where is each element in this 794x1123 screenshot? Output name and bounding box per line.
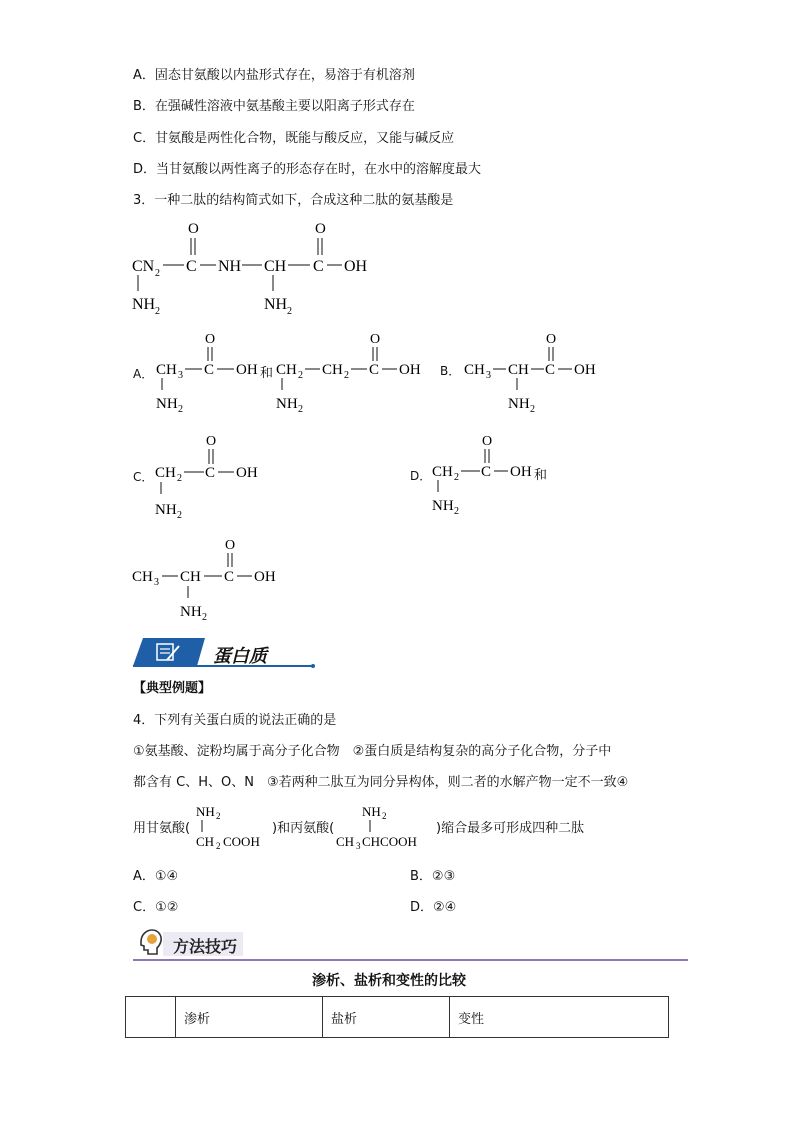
svg-text:2: 2	[216, 841, 221, 851]
svg-text:O: O	[370, 332, 381, 347]
svg-text:CH: CH	[276, 362, 297, 378]
q2-option-c: C．甘氨酸是两性化合物，既能与酸反应，又能与碱反应	[133, 131, 455, 146]
example-heading: 【典型例题】	[133, 681, 212, 696]
section-title: 蛋白质	[213, 646, 267, 667]
method-title: 方法技巧	[173, 937, 238, 956]
svg-text:CH: CH	[132, 569, 153, 585]
comparison-table	[125, 996, 669, 1038]
svg-text:C: C	[205, 465, 216, 481]
svg-text:C: C	[186, 258, 197, 275]
svg-text:CH: CH	[196, 834, 215, 849]
svg-text:OH: OH	[574, 362, 596, 378]
svg-text:2: 2	[177, 510, 182, 521]
svg-text:C: C	[204, 362, 215, 378]
svg-text:2: 2	[178, 404, 183, 415]
svg-text:2: 2	[287, 306, 292, 315]
q3-label-c: C．	[133, 470, 154, 484]
svg-text:CH: CH	[155, 465, 176, 481]
svg-text:2: 2	[298, 404, 303, 415]
table-header-cell: 盐析	[323, 997, 450, 1038]
svg-text:C: C	[313, 258, 324, 275]
svg-text:O: O	[482, 434, 493, 449]
alanine-formula	[334, 802, 434, 852]
q2-option-d: D．当甘氨酸以两性离子的形态存在时，在水中的溶解度最大	[133, 162, 482, 177]
q3-option-c-structure	[150, 430, 280, 525]
svg-text:NH: NH	[132, 296, 156, 313]
q3-option-d-and: 和	[534, 468, 548, 483]
svg-text:NH: NH	[196, 804, 215, 819]
svg-text:NH: NH	[362, 804, 381, 819]
q3-stem: 3．一种二肽的结构简式如下，合成这种二肽的氨基酸是	[133, 193, 454, 208]
svg-text:CH: CH	[180, 569, 201, 585]
table-header-cell: 变性	[450, 997, 669, 1038]
q4-option-c: C．①②	[133, 900, 179, 915]
q3-label-a: A．	[133, 367, 154, 381]
svg-text:CH: CH	[336, 834, 355, 849]
svg-text:OH: OH	[236, 465, 258, 481]
svg-text:2: 2	[155, 306, 160, 315]
q4-stem: 4．下列有关蛋白质的说法正确的是	[133, 713, 337, 728]
svg-text:C: C	[369, 362, 380, 378]
svg-text:NH: NH	[432, 498, 454, 514]
svg-text:O: O	[315, 221, 326, 237]
q4-line-3a: 用甘氨酸(	[133, 821, 191, 836]
svg-text:O: O	[205, 332, 216, 347]
svg-text:2: 2	[216, 811, 221, 821]
q4-option-d: D．②④	[410, 900, 457, 915]
q4-line-2: 都含有 C、H、O、N ③若两种二肽互为同分异构体，则二者的水解产物一定不一致④	[133, 775, 629, 790]
svg-text:NH: NH	[180, 604, 202, 620]
svg-text:2: 2	[177, 473, 182, 484]
q4-option-a: A．①④	[133, 869, 179, 884]
q2-option-a: A．固态甘氨酸以内盐形式存在，易溶于有机溶剂	[133, 68, 415, 83]
q4-line-3c: )缩合最多可形成四种二肽	[436, 821, 585, 836]
svg-text:OH: OH	[510, 464, 532, 480]
svg-text:NH: NH	[276, 396, 298, 412]
q3-option-d-structure	[428, 430, 548, 525]
svg-text:COOH: COOH	[223, 834, 260, 849]
svg-text:CH: CH	[264, 258, 287, 275]
svg-text:3: 3	[154, 577, 159, 588]
method-banner	[133, 926, 688, 962]
svg-text:CH: CH	[508, 362, 529, 378]
svg-text:NH: NH	[156, 396, 178, 412]
dipeptide-structure	[130, 215, 390, 315]
svg-text:CHCOOH: CHCOOH	[362, 834, 417, 849]
svg-text:2: 2	[454, 506, 459, 517]
svg-text:2: 2	[530, 404, 535, 415]
table-header-row	[126, 997, 669, 1038]
q3-option-a-and: 和	[260, 366, 274, 381]
q4-option-b: B．②③	[410, 869, 456, 884]
svg-text:O: O	[206, 434, 217, 449]
svg-text:3: 3	[356, 841, 361, 851]
svg-text:CH: CH	[464, 362, 485, 378]
svg-text:3: 3	[178, 370, 183, 381]
svg-text:NH: NH	[264, 296, 288, 313]
svg-text:O: O	[225, 538, 236, 553]
svg-text:C: C	[545, 362, 556, 378]
brain-icon	[137, 928, 163, 956]
svg-text:2: 2	[155, 268, 160, 279]
q3-option-b-structure	[460, 328, 610, 418]
q3-option-a-structures	[150, 328, 440, 418]
svg-text:OH: OH	[399, 362, 421, 378]
q2-option-b: B．在强碱性溶液中氨基酸主要以阳离子形式存在	[133, 99, 415, 114]
svg-text:OH: OH	[344, 258, 368, 275]
glycine-formula	[192, 802, 267, 852]
svg-text:OH: OH	[236, 362, 258, 378]
svg-text:3: 3	[486, 370, 491, 381]
svg-text:2: 2	[298, 370, 303, 381]
svg-text:2: 2	[202, 612, 207, 623]
svg-text:O: O	[188, 221, 199, 237]
svg-text:OH: OH	[254, 569, 276, 585]
table-header-cell: 渗析	[176, 997, 323, 1038]
svg-text:CN: CN	[132, 258, 155, 275]
q3-label-b: B．	[440, 364, 461, 378]
svg-text:C: C	[224, 569, 235, 585]
svg-text:NH: NH	[218, 258, 242, 275]
svg-text:2: 2	[454, 472, 459, 483]
q4-line-1: ①氨基酸、淀粉均属于高分子化合物 ②蛋白质是结构复杂的高分子化合物，分子中	[133, 744, 612, 759]
svg-text:2: 2	[344, 370, 349, 381]
svg-text:NH: NH	[155, 502, 177, 518]
svg-text:CH: CH	[156, 362, 177, 378]
table-header-cell	[126, 997, 176, 1038]
q3-label-d: D．	[410, 469, 432, 483]
svg-text:2: 2	[382, 811, 387, 821]
svg-text:C: C	[481, 464, 492, 480]
svg-text:O: O	[546, 332, 557, 347]
q3-option-d-structure-2	[130, 534, 290, 626]
svg-text:NH: NH	[508, 396, 530, 412]
svg-text:CH: CH	[432, 464, 453, 480]
section-banner	[133, 636, 315, 670]
q4-line-3b: )和丙氨酸(	[272, 821, 335, 836]
table-title: 渗析、盐析和变性的比较	[312, 973, 466, 989]
svg-text:CH: CH	[322, 362, 343, 378]
